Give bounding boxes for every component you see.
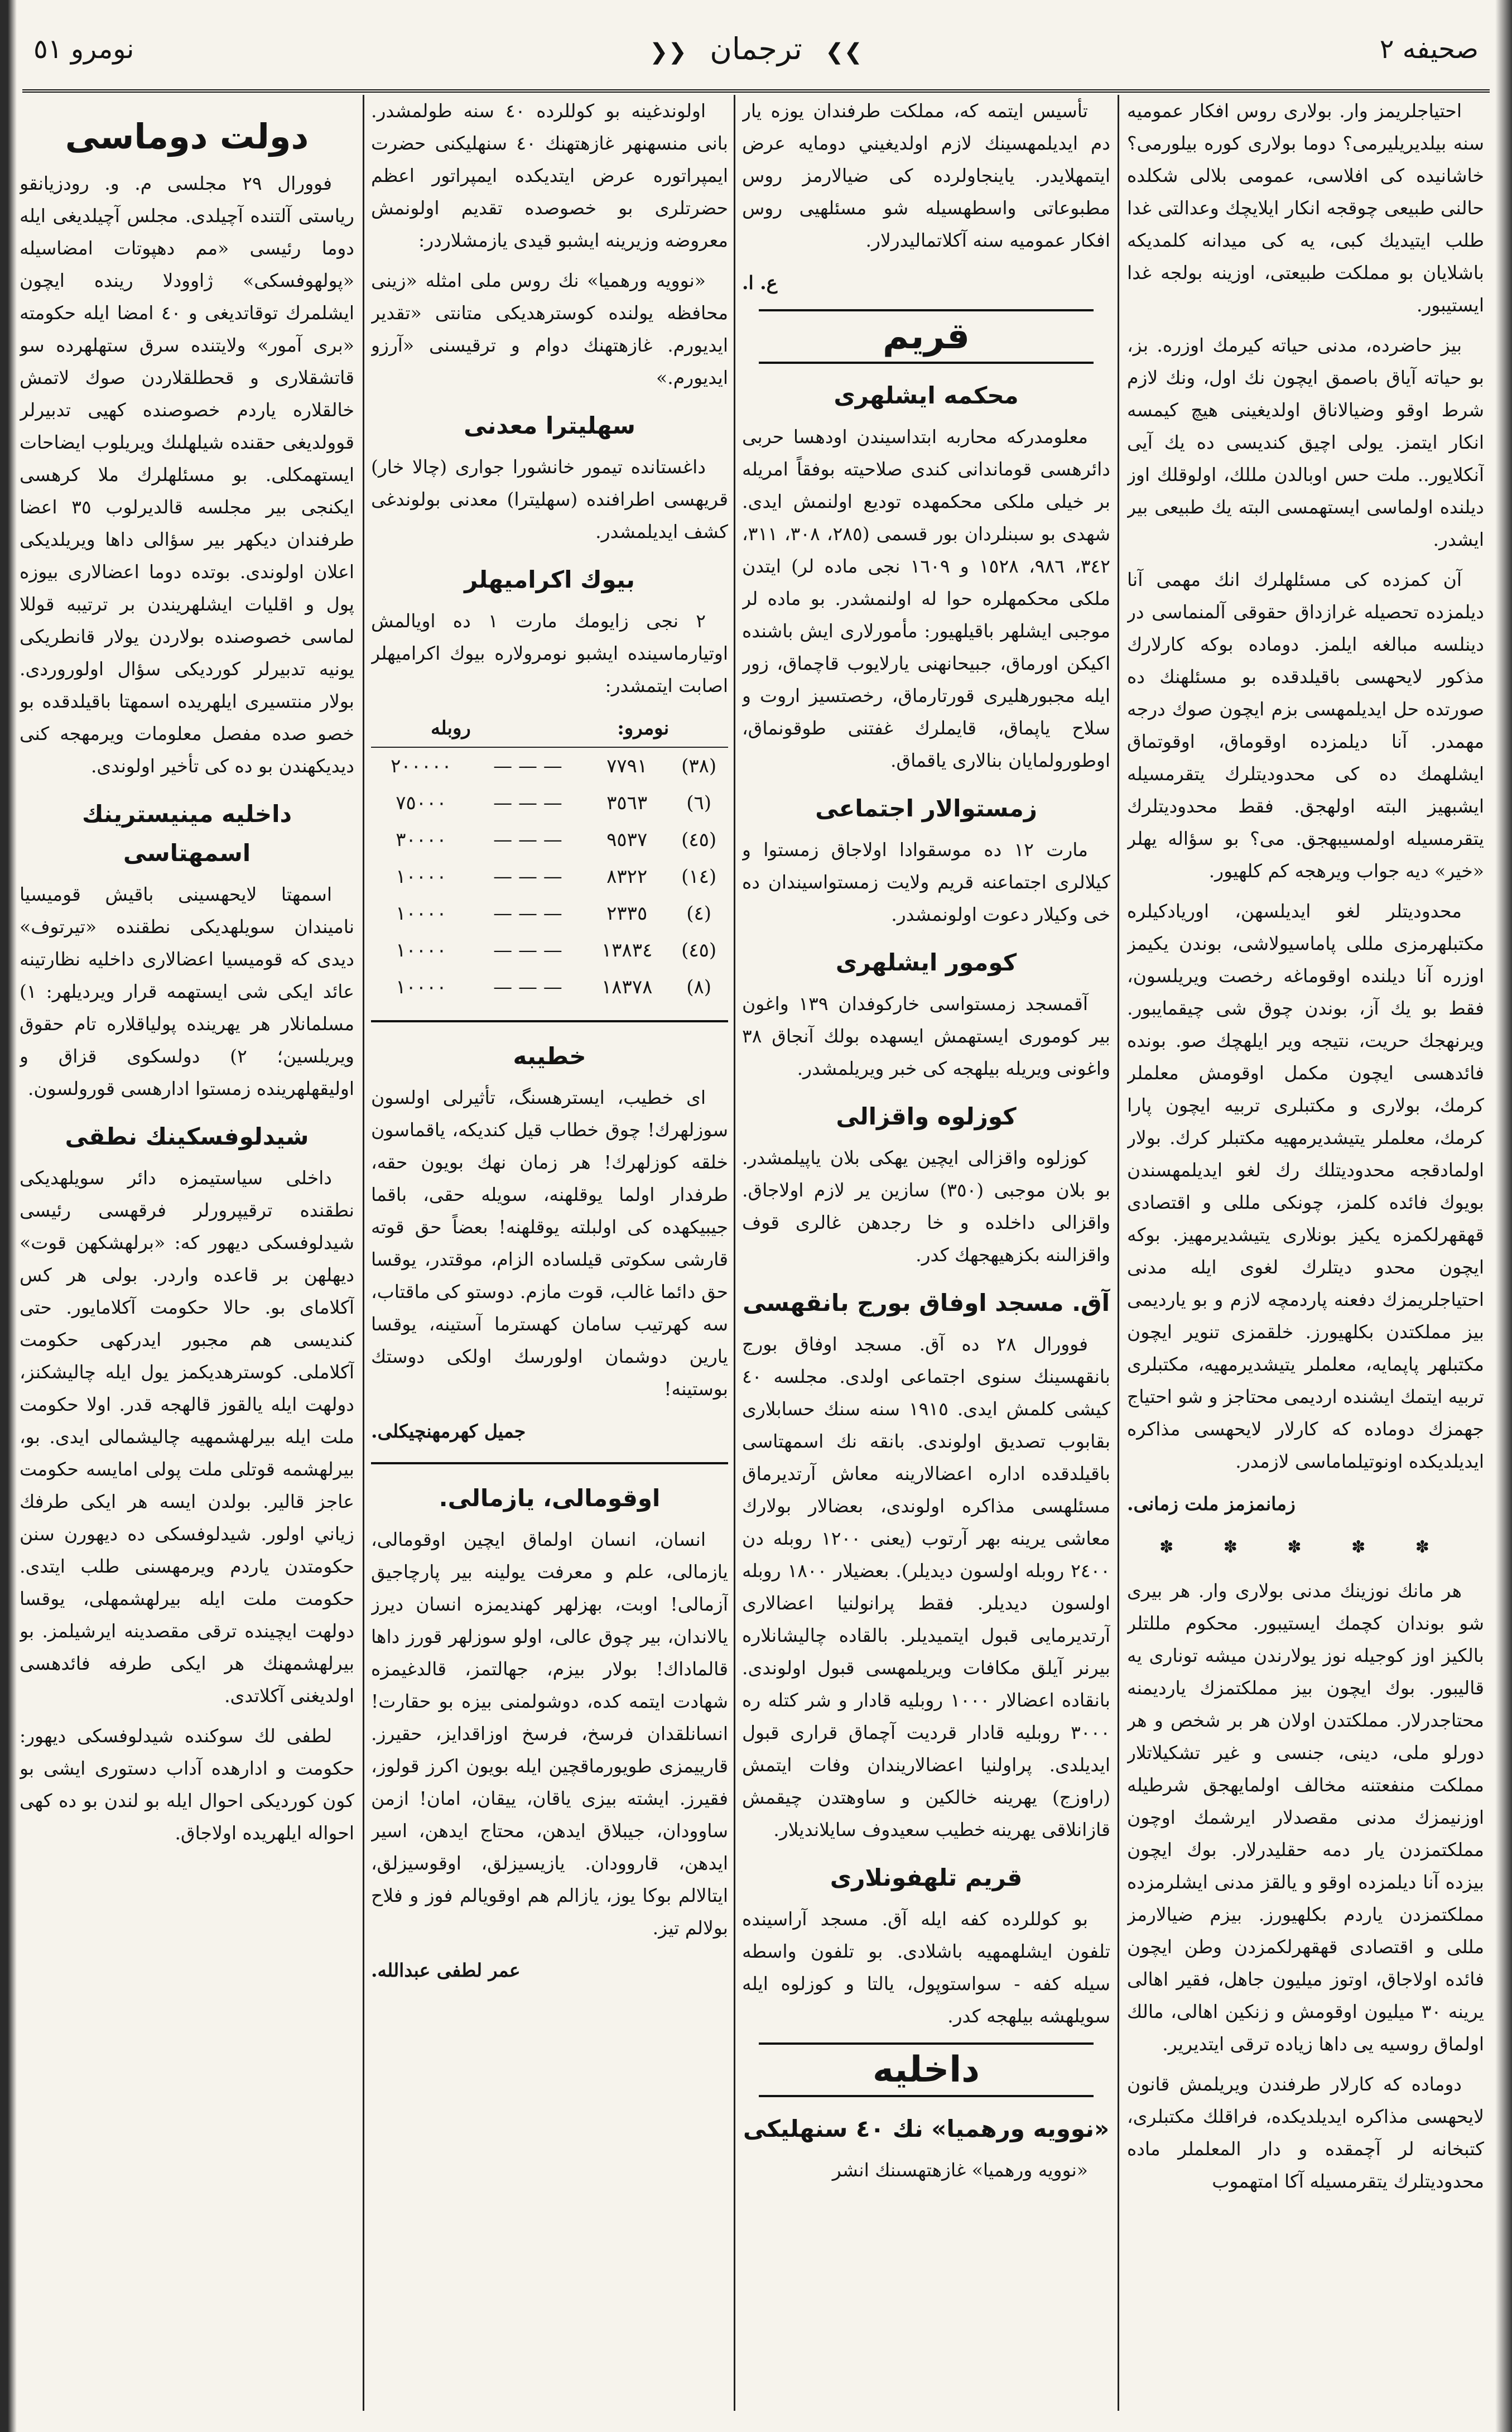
masthead bbox=[22, 17, 1490, 93]
column-4 bbox=[20, 95, 354, 2411]
amount-header: روبله bbox=[371, 710, 471, 747]
news-body: فوورال ٢٨ ده آق. مسجد اوفاق بورج بانقهسينك سنوى اجتماعى اولدى. مجلسه ٤٠ كيشى كلمش ايدى. ١٩١٥ سنه سنك حسابلارى بقابوب تصديق اولوندى. بانقه نك اسمهتاسى باقيلدقده اداره اعضالارينه معاش آرتديرماق مسئلهسى مذاكره اولوندى، بعضالار بولارك معاشى يرينه بهر آرتوب (يعنى ١٢٠٠ روبله دن ٢٤٠٠ روبله اولسون ديديلر). بعضيلار ١٨٠٠ روبله اولسون ديديلر. فقط پرانولنيا اعضالارى آرتديرمايى قبول ايتميديلر. بالقاده چاليشانلاره بيرنر آيلق مكافات ويريلمهسى قبول اولوندى. بانقاده اعضالار ١٠٠٠ روبليه قادار و شر كتله ره ٣٠٠٠ روبليه قادار قرديت آچماق قرارى قبول ايديلدى. پراولنيا اعضالاريندان وفات ايتمش (راوزج) يهرينه خالكين و ساوهتدن چيقمش قازانلاقى يهرينه خطيب سعيدوف سايلانديلار. bbox=[742, 1333, 1110, 1840]
section-divider bbox=[371, 1020, 728, 1022]
article-signature: ع. ا. bbox=[742, 272, 778, 294]
lottery-row bbox=[371, 747, 728, 785]
news-body: اسمهتا لايحهسينى باقيش قوميسيا ناميندان سويلهديكى نطقنده «تيرتوف» ديدى كه قوميسيا اعضالارى داخليه نظارتينه عائد ايكى شى ايستهمه قرار ويرديلهر: ١) مسلمانلار هر يهرينده پولياقلاره تام حقوق ويريلسين؛ ٢) دولسكوى قزاق و اوليقهلهرينده زمستوا ادارهسى قورولسون. bbox=[20, 883, 354, 1099]
lottery-table bbox=[371, 710, 728, 1006]
poem-title: اوقومالى، يازمالى. bbox=[439, 1484, 661, 1512]
news-body: كوزلوه واقزالى ايچين يهكى بلان ياپيلمشدر. بو بلان موجبى (٣٥٠) سازين ير لازم اولاجاق. واقزالى داخلده و خا رجدهن غالرى قوف واقزالىنه بكزهيهجهك كدر. bbox=[742, 1147, 1110, 1266]
lottery-serial: (٤) bbox=[686, 902, 711, 925]
lottery-dash: — — — bbox=[493, 755, 562, 777]
news-heading: داخليه مينيسترينك اسمهتاسى bbox=[81, 800, 292, 867]
quote: «نوويه ورهميا» نك روس ملى امثله «زينى محافظه يولنده كوسترهديكى متانتى «تقدير ايديورم. غازهتهنك دوام و ترقيسنى «آرزو ايديورم.» bbox=[371, 270, 728, 388]
column-divider bbox=[1118, 95, 1119, 2411]
issue-number-label: نومرو ٥١ bbox=[33, 33, 134, 65]
poem-title: خطيبه bbox=[513, 1042, 586, 1070]
news-heading: شيدلوفسكينك نطقى bbox=[65, 1123, 309, 1150]
lottery-row bbox=[371, 895, 728, 932]
column-divider bbox=[363, 95, 364, 2411]
lottery-dash: — — — bbox=[493, 866, 562, 888]
lottery-serial: (٦) bbox=[686, 792, 711, 814]
lottery-number: ٨٣٢٢ bbox=[606, 866, 648, 888]
lottery-number: ٢٣٣٥ bbox=[606, 902, 648, 925]
news-heading: محكمه ايشلهرى bbox=[834, 382, 1019, 409]
section-stars-icon: ✽ ✽ ✽ ✽ ✽ bbox=[1159, 1537, 1452, 1557]
lottery-row bbox=[371, 785, 728, 821]
article-closing-line: زمانمزمز ملت زمانى. bbox=[1127, 1493, 1296, 1515]
lottery-serial: (١٤) bbox=[681, 866, 717, 888]
number-header: نومرو: bbox=[584, 710, 670, 747]
lottery-serial: (٣٨) bbox=[681, 755, 717, 777]
paragraph: هر مانك نوزينك مدنى بولارى وار. هر بيرى شو بوندان كچمك ايستيبور. محكوم مللتلر بالكيز اوز كوجيله نوز يولارندن ميشه تونارى يه قاليبور. بوك ايچون بيز مملكتمزك يارديمنه محتاجدرلار. مملكتدن اولان هر بر شخص و هر دورلو ملى، دينى، جنسى و غير تشكيلاتلار مملكت منفعتنه مخالف اولمايهجق شرطيله اوزنيمزك مدنى مقصدلار ايرشمك اوچون مملكتمزدن يار دمه حقليدرلار. بوك ايچون بيزده آنا ديلمزده اوقو و يالقز مدنى ايشلرمزده مملكتمزدن ياردم بكلهيورز. بيزم ضيالارمز مللى و اقتصادى قهقهرلكمزدن وطن ايچون فائده اولاجاق، اوتوز ميليون جاهل، فقير اهالى يرينه ٣٠ ميليون اوقومش و زنكين اهالى، مالك اولماق روسيه يى داها زياده ترقى ايتديرير. bbox=[1127, 1580, 1484, 2055]
section-title-duma: دولت دوماسى bbox=[65, 116, 309, 157]
newspaper-name: ترجمان bbox=[710, 31, 802, 66]
news-heading: «نوويه ورهميا» نك ٤٠ سنهليكى bbox=[743, 2115, 1110, 2142]
news-heading: قريم تلهفونلارى bbox=[830, 1864, 1023, 1891]
lottery-header-row bbox=[371, 710, 728, 747]
poem-author: جميل كهرمهنچيكلى. bbox=[371, 1420, 526, 1442]
lottery-amount: ٣٠٠٠٠ bbox=[396, 829, 447, 851]
column-2 bbox=[742, 95, 1110, 2411]
column-divider bbox=[734, 95, 735, 2411]
news-body: داخلى سياستيمزه دائر سويلهديكى نطقنده ترقيپرورلر فرقهسى رئيسى شيدلوفسكى ديهور كه: «برلهشكهن قوت» ديهلهن بر قاعده واردر. بولى هر كس آكلاماى بو. حالا حكومت آكلامايور. حتى كنديسى هم مجبور ايدركهى حكومت آكلاملى. كوسترهديكمز يول ايله چاليشكنز، دولهت ايله يالقوز قالهجه قدر. اولا حكومت ملت ايله بيرلهشمهيه چاليشمالى ايدى. بو، بيرلهشمه قوتلى ملت پولى امايسه حكومت عاجز قالير. بولدن ايسه هر ايكى طرفك زياني اولور. شيدلوفسكى ده ديهورن سنن حكومتدن ياردم ويرمهسنى طلب ايتدى. حكومت ملت ايله بيرلهشمهلى، يوقسا دولهت ايچينده ترقى مقصدينه ايرشيلمز. بو بيرلهشمهنك هر ايكى طرفه فائدهسى اولديغنى آكلاتدى. bbox=[20, 1167, 354, 1707]
lottery-number: ٣٥٦٣ bbox=[606, 792, 648, 814]
news-heading: زمستوالار اجتماعى bbox=[815, 795, 1037, 822]
paragraph: محدوديتلر لغو ايديلسهن، اوريادكيلره مكتبلهرمزى مللى پاماسيولاشى، بوندن يكيمز اوزره آنا ديلنده اوقوماغه رخصت ويريلسون، فقط بو يك آز، بوندن چوق شى چيقمايبور. ويرنهجك حريت، نتيجه وير ايلهچك صو. بونده فائدهسى ايچون مكمل اوقومش معلملر كرمك، بولارى و مكتبلرى تربيه ايچون پارا كرمك، معلملر يتيشديرمهيه مكتبلر كرك. بولار اولمادقجه محدوديتلك رك لغو ايديلمهسندن بويوك فائده كلمز، چونكى مللى و اقتصادى قهقهرلكمزه يكيز بونلارى يتيشديرمهيز. بوكه ايچون محدو ديتلرك لغوى ايله مدنى احتياجلريمزك دفعنه پاردمچه لازم و بو يارديمى بيز مملكتدن بكلهيورز. خلقمزى تنوير ايچون مكتبلهر پاپمايه، معلملر يتيشديرمهيه، مكتبلرى تربيه ايتمك ايشنده ارديمى محتاجز و شو احتياج جهمزك دوماده كه كارلار لايحهسى مذاكره ايديلديكده اونوتيلماماسى لازمدر. bbox=[1127, 900, 1484, 1472]
lottery-serial: (٤٥) bbox=[681, 829, 717, 851]
paragraph: احتياجلريمز وار. بولارى روس افكار عموميه سنه بيلديريليرمى؟ دوما بولارى كوره بيلورمى؟ خاشانيده كى افلاسى، عمومى بلالى شكلده حالنى طبيعى چوقجه انكار ايلايچك وعدالتى غدا طلب ايتيديك كبى، يه كى ميدانه كلمديكه باشلايان بو مملكت طبيعتى، اوزينه بولجه غدا ايستيبور. bbox=[1127, 100, 1484, 316]
lottery-row bbox=[371, 821, 728, 858]
paragraph: تأسيس ايتمه كه، مملكت طرفندان يوزه يار دم ايديلمهسينك لازم اولديغيني دومايه عرض ايتمهلايدر. ياينجاولرده كى ضيالارمز روس مطبوعاتى واسطهسيله شو مسئلهيى روس افكار عموميه سنه آكلاتماليدرلار. bbox=[742, 100, 1110, 251]
ornament-right-icon: ❯❯ bbox=[825, 39, 863, 65]
news-body: فوورال ٢٩ مجلسى م. و. رودزيانقو رياستى آلتنده آچيلدى. مجلس آچيلديغى ايله دوما رئيسى «مم دهپوتات امضاسيله «پولهوفسكى» ژاوودلا رينده ايچون ايشلمرك توقاتديغى و ٤٠ امضا ايله حكومته «برى آمور» ولايتنده سرق ستهلهرده سو قاتشقلارى و قحطلقلاردن صوك لاتمش خالقلاره ياردم خصوصنده كهيى تدبيرلر قوولديغى حقنده شيلهلىك ويريلوب ايضاحات ايستهمكلى. بو مسئلهلرك ملا كرهسى ايكنجى بير مجلسه قالديرلوب ٣٥ اعضا طرفندان ديكهر بير سؤالى داها ويريلديكى اعلان اولوندى. بوتده دوما اعضالارى بيوزه پول و اقليات ايشلهريندن بر ترتيبه قوللا لماسى خصوصنده بولاردن يولار قانطريكى يونيه تدبيرلر كورديكى سؤال اولوروردى. بولار منتسيرى ايلهريده اسمهتا باقيلدقده بو خصو صده مفصل معلومات ويرمهجه كنى ديديكهندن بو ده كى تأخير اولوندى. bbox=[20, 172, 354, 777]
paragraph: آن كمزده كى مسئلهلرك انك مهمى آنا ديلمزده تحصيله غرازداق حقوقى آلمنماسى در دينلسه مبالغه ايلمز. دوماده بوكه كارلارك مذكور لايحهسى باقيلدقده بو مسئلهنك ده صورتده حل ايديلمهسى بزم ايچون صوك درجه مهمدر. آنا ديلمزده اوقوماق، اوقوتماق ايشلهمك ده كى محدوديتلرك يتقرمسيله ايشبهيز البته اولهجق. فقط محدوديتلرك يتقرمسيله اولمسيبهجق. مى؟ بو سؤاله يهلر «خير» ديه جواب ويرهجه كم كلهيور. bbox=[1127, 569, 1484, 882]
lottery-amount: ٢٠٠٠٠٠ bbox=[391, 755, 452, 777]
lottery-amount: ٧٥٠٠٠ bbox=[396, 792, 447, 814]
lottery-number: ١٨٣٧٨ bbox=[601, 976, 653, 998]
news-heading: كوزلوه واقزالى bbox=[836, 1103, 1017, 1130]
column-3 bbox=[371, 95, 728, 2411]
lottery-amount: ١٠٠٠٠ bbox=[396, 902, 447, 925]
poem-author: عمر لطفى عبدالله. bbox=[371, 1959, 521, 1981]
lottery-serial: (٨) bbox=[686, 976, 711, 998]
section-banner-interior: داخليه bbox=[759, 2042, 1094, 2097]
lottery-row bbox=[371, 969, 728, 1006]
news-heading: سهليترا معدنى bbox=[464, 412, 635, 439]
lottery-dash: — — — bbox=[493, 939, 562, 962]
lottery-serial: (٤٥) bbox=[681, 939, 717, 962]
news-heading: بيوك اكراميهلر bbox=[464, 566, 635, 593]
paragraph: بيز حاضرده، مدنى حياته كيرمك اوزره. بز، بو حياته آياق باصمق ايچون نك اول، ونك لازم شرط اوقو وضيالاناق اولديغينى هيچ كيمسه انكار ايتمز. يولى اچيق كنديسى ده يك آيى آنكلايور.. ملت حس اوبالدن مللك، اولوقلك اوز ديلنده اولماسى ايستهمسى البته يك طبيعى بير ايشدر. bbox=[1127, 334, 1484, 550]
paragraph: اولوندغينه بو كوللرده ٤٠ سنه طولمشدر. بانى منسهنهر غازهتهنك ٤٠ سنهليكنى حضرت ايمپراتوره عرض ايتديكده ايمپراتور اعظم حضرتلرى بو خصوصده تقديم اولونمش معروضه وزيرينه ايشبو قيدى يازمشلاردر: bbox=[371, 100, 728, 251]
lottery-amount: ١٠٠٠٠ bbox=[396, 866, 447, 888]
news-body: داغستانده تيمور خانشورا جوارى (چالا خار) قريهسى اطرافنده (سهليترا) معدنى بولوندغى كشف ايديلمشدر. bbox=[371, 456, 728, 542]
lottery-row bbox=[371, 858, 728, 895]
newspaper-title bbox=[636, 27, 876, 74]
poem-body: اى خطيب، ايسترهسنگ، تأثيرلى اولسون سوزلهرك! چوق خطاب قيل كنديكه، ياقماسون خلقه كوزلهرك! هر زمان نهك بويون حقه، طرفدار اولما يوقلهنه، سويله حقى، باقما جيبيكهده كى اولبلته يوقلهنه! بعضاً حق قوته قارشى سكوتى قيلساده الزام، موقتدر، يوقسا حق دائما غالب، قوت مازم. دوستو كى ماقتاب، سه كهرتيب سامان كهسترما آستينه، يوقسا يارين دوشمان اولورسك اولكى دوستك بوستينه! bbox=[371, 1087, 728, 1400]
lottery-dash: — — — bbox=[493, 902, 562, 925]
serial-header bbox=[670, 710, 728, 747]
lottery-row bbox=[371, 932, 728, 969]
lottery-dash: — — — bbox=[493, 976, 562, 998]
poem-body: انسان، انسان اولماق ايچين اوقومالى، يازمالى، علم و معرفت يولينه بير پارچاجيق آزمالى! اوبت، بهزلهر كهنديمزه انسان ديرز يالاندان، بير چوق عالى، اولو سوزلهر قورز داها قالماداك! بولار بيزم، جهالتمز، قالدغيمزه شهادت ايتمه كده، دوشولمنى بيزه بو حقارت! انسانلقدان فرسخ، فرسخ اوزاقدايز، حقيرز. قارييمزى طويورماقچين ايله بويون اكرز قولوز، فقيرز. ايشته بيزى ياقان، ييقان، امان! ازمن ساوودان، جيبلاق ايدهن، محتاج ايدهن، اسير ايدهن، قاروودان. يازيسيزلق، اوقوسيزلق، ايتالالم بوكا يوز، يازالم هم اوقويالم فوز و فلاح بولالم تيز. bbox=[371, 1529, 728, 1939]
lottery-amount: ١٠٠٠٠ bbox=[396, 939, 447, 962]
page-number-label: صحيفه ٢ bbox=[1379, 33, 1479, 65]
lottery-number: ٧٧٩١ bbox=[606, 755, 648, 777]
paragraph: دوماده كه كارلار طرفندن ويريلمش قانون لايحهسى مذاكره ايديلديكده، فراقلك مكتبلرى، كتبخانه لر آچمقده و دار المعلملر ماده محدوديتلرك يتقرمسيله آكا امتهموب bbox=[1127, 2073, 1484, 2192]
dash-col bbox=[471, 710, 584, 747]
lottery-dash: — — — bbox=[493, 792, 562, 814]
column-1 bbox=[1127, 95, 1484, 2411]
news-body: معلومدركه محاربه ابتداسيندن اودهسا حربى دائرهسى قوماندانى كندى صلاحيته بوفقاً امريله بر خيلى ملكى محكمهده توديع اولنمش ايدى. شهدى بو سبنلردان بور قسمى (٢٨٥، ٣٠٨، ٣١١، ٣٤٢، ٩٨٦، ١٥٢٨ و ١٦٠٩ نجى ماده لر) ايتدن ملكى محكمهلره حوا له اولنمشدر. بو ماده لر موجبى ايشلهر باقيلهيور: مأمورلارى ايش باشنده اكيكن اورماق، جبيحانهنى يارلايوب قاچماق، زور ايله مجبورهليرى قورتارماق، رخصتسيز اروت و سلاح ياپماق، قايملرك غفتنى طوقونماق، اوطورولمايان بنالارى ياقماق. bbox=[742, 426, 1110, 771]
news-body: مارت ١٢ ده موسقوادا اولاجاق زمستوا و كيلالرى اجتماعنه قريم ولايت زمستواسيندان ده خى وكيلار دعوت اولونمشدر. bbox=[742, 839, 1110, 925]
lottery-dash: — — — bbox=[493, 829, 562, 851]
lottery-amount: ١٠٠٠٠ bbox=[396, 976, 447, 998]
lottery-number: ١٣٨٣٤ bbox=[601, 939, 653, 962]
news-body: آقمسجد زمستواسى خاركوفدان ١٣٩ واغون بير كومورى ايستهمش ايسهده بولك آنجاق ٣٨ واغونى ويريله بيلهجه كى خبر ويريلمشدر. bbox=[742, 993, 1110, 1079]
paragraph: لطفى لك سوكنده شيدلوفسكى ديهور: حكومت و ادارهده آداب دستورى ايشى بو كون كورديكى احوال ايله بو لندن بو ده كهى احواله ايلهريده اولاجاق. bbox=[20, 1725, 354, 1844]
news-body: «نوويه ورهميا» غازهتهسىنك انشر bbox=[832, 2159, 1088, 2181]
news-body: ٢ نجى زايومك مارت ١ ده اويالمش اوتيارماسينده ايشبو نومرولاره بيوك اكراميهلر اصابت ايتمشدر: bbox=[371, 610, 728, 696]
section-banner-crimea: قريم bbox=[759, 309, 1094, 364]
news-body: بو كوللرده كفه ايله آق. مسجد آراسينده تلفون ايشلهمهيه باشلادى. بو تلفون واسطه سيله كفه - سواستوپول، يالتا و كوزلوه ايله سويلهشه بيلهجه كدر. bbox=[742, 1908, 1110, 2027]
news-heading: آق. مسجد اوفاق بورج بانقهسى bbox=[742, 1289, 1110, 1316]
ornament-left-icon: ❮❮ bbox=[649, 39, 687, 65]
news-heading: كومور ايشلهرى bbox=[835, 949, 1017, 976]
section-divider bbox=[371, 1462, 728, 1464]
lottery-number: ٩٥٣٧ bbox=[606, 829, 648, 851]
